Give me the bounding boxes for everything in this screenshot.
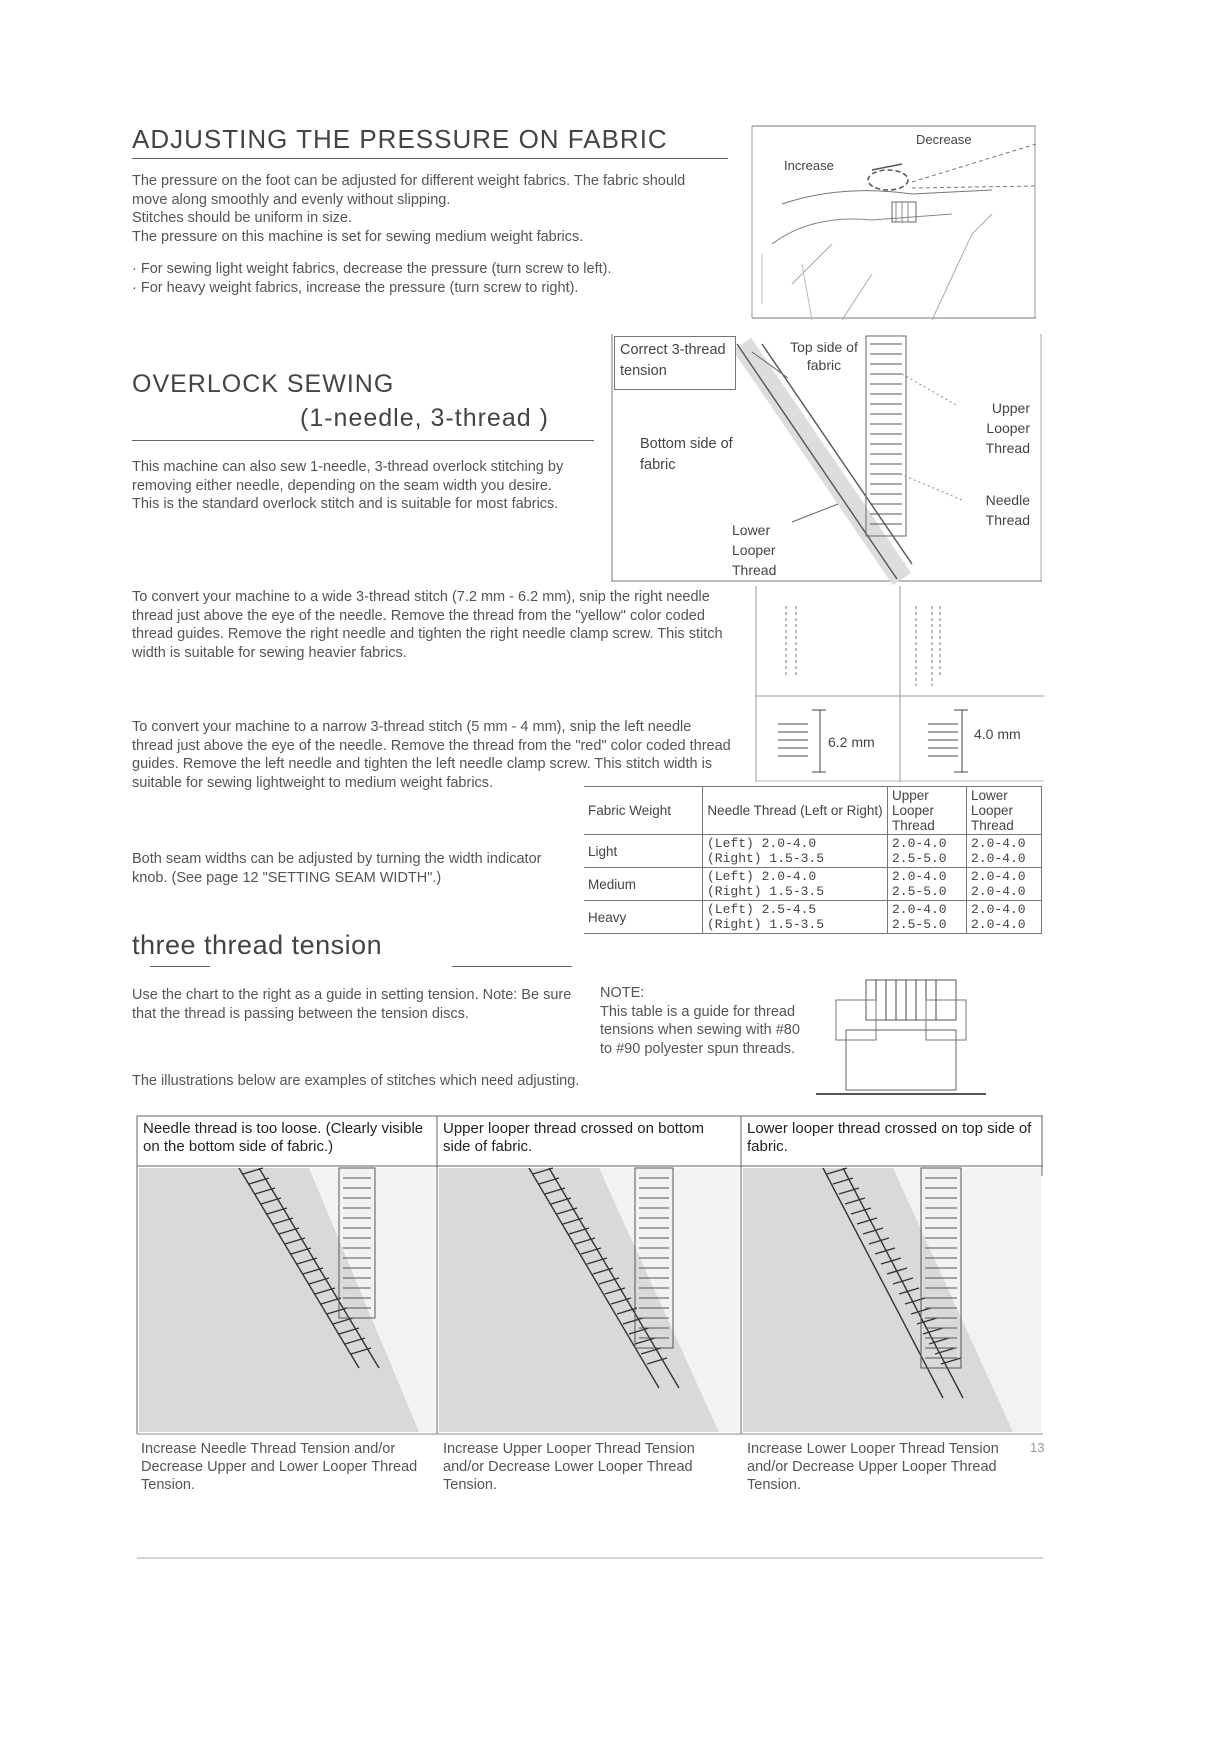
lower-looper-label: Lower Looper Thread (732, 522, 777, 578)
lower-cell (967, 835, 1042, 868)
tension-examples-intro: The illustrations below are examples of stitches which need adjusting. (132, 1073, 580, 1089)
right-label: (Right) (707, 917, 762, 932)
weight-cell: Heavy (584, 901, 703, 934)
pressure-screw-figure (752, 124, 1036, 320)
header-lower-looper: Lower Looper Thread (967, 787, 1042, 835)
lower-right-value: 2.0-4.0 (971, 917, 1026, 932)
overlock-paragraph: This machine can also sew 1-needle, 3-thread overlock stitching by removing either needle, depending on the seam width you desire. (132, 459, 564, 494)
section-title-pressure: ADJUSTING THE PRESSURE ON FABRIC (132, 124, 668, 154)
pressure-paragraph: Stitches should be uniform in size. (132, 210, 353, 226)
section-subtitle-overlock: (1-needle, 3-thread ) (300, 404, 549, 432)
lower-left-value: 2.0-4.0 (971, 869, 1026, 884)
example-fix-2: Increase Upper Looper Thread Tension and/or Decrease Lower Looper Thread Tension. (443, 1441, 695, 1493)
lower-cell (967, 868, 1042, 901)
left-label: (Left) (707, 836, 754, 851)
example-fix-3: Increase Lower Looper Thread Tension and/or Decrease Upper Looper Thread Tension. (747, 1441, 999, 1493)
example-problem-1: Needle thread is too loose. (Clearly visible on the bottom side of fabric.) (143, 1120, 424, 1155)
example-fix-1: Increase Needle Thread Tension and/or Decrease Upper and Lower Looper Thread Tension. (141, 1441, 418, 1493)
presser-foot-illustration (752, 124, 1036, 320)
left-label: (Left) (707, 869, 754, 884)
wide-width-label: 6.2 mm (828, 734, 875, 750)
examples-grid (137, 1116, 1043, 1744)
pressure-paragraph: The pressure on the foot can be adjusted for different weight fabrics. The fabric should move along smoothly and evenly without slipping. (132, 173, 686, 208)
table-row (584, 868, 1042, 901)
weight-cell: Medium (584, 868, 703, 901)
decrease-label: Decrease (916, 132, 972, 147)
pressure-bullet: · For heavy weight fabrics, increase the pressure (turn screw to right). (132, 279, 579, 296)
left-label: (Left) (707, 902, 754, 917)
upper-cell (888, 868, 967, 901)
upper-cell (888, 901, 967, 934)
right-value: 1.5-3.5 (769, 917, 825, 932)
right-label: (Right) (707, 851, 762, 866)
left-value: 2.5-4.5 (761, 902, 817, 917)
tension-dial-illustration (816, 970, 986, 1100)
lower-cell (967, 901, 1042, 934)
upper-left-value: 2.0-4.0 (892, 902, 947, 917)
title-underline (132, 158, 728, 159)
section-title-tension: three thread tension (132, 930, 383, 960)
section-title-overlock: OVERLOCK SEWING (132, 370, 395, 398)
upper-left-value: 2.0-4.0 (892, 836, 947, 851)
seam-width-figure (756, 586, 1044, 782)
tension-chart (584, 786, 1042, 934)
upper-left-value: 2.0-4.0 (892, 869, 947, 884)
note-box (600, 984, 800, 1058)
narrow-width-label: 4.0 mm (974, 726, 1021, 742)
pressure-text (132, 172, 722, 297)
header-needle-thread: Needle Thread (Left or Right) (703, 787, 888, 835)
needle-cell (703, 901, 888, 934)
title-underline (150, 966, 210, 967)
upper-right-value: 2.5-5.0 (892, 884, 947, 899)
pressure-bullet: · For sewing light weight fabrics, decrease the pressure (turn screw to left). (132, 261, 612, 277)
needle-cell (703, 868, 888, 901)
correct-tension-label: Correct 3-thread tension (620, 342, 726, 379)
left-value: 2.0-4.0 (761, 836, 817, 851)
right-value: 1.5-3.5 (769, 851, 825, 866)
example-problem-3: Lower looper thread crossed on top side of fabric. (747, 1120, 1032, 1155)
needle-position-illustration (756, 586, 1044, 782)
note-text: This table is a guide for thread tensions when sewing with #80 to #90 polyester spun threads. (600, 1003, 800, 1057)
header-upper-looper: Upper Looper Thread (888, 787, 967, 835)
table-row (584, 901, 1042, 934)
lower-right-value: 2.0-4.0 (971, 851, 1026, 866)
upper-right-value: 2.5-5.0 (892, 917, 947, 932)
pressure-paragraph: The pressure on this machine is set for sewing medium weight fabrics. (132, 228, 584, 245)
correct-tension-figure (612, 334, 1042, 582)
bottom-side-label: Bottom side of fabric (640, 436, 733, 473)
stitch-loose-needle-illustration (139, 1168, 435, 1432)
overlock-text (132, 458, 602, 524)
lower-left-value: 2.0-4.0 (971, 902, 1026, 917)
page-number: 13 (1030, 1440, 1045, 1455)
table-row (584, 835, 1042, 868)
needle-thread-label: Needle Thread (985, 492, 1030, 528)
weight-cell: Light (584, 835, 703, 868)
lower-right-value: 2.0-4.0 (971, 884, 1026, 899)
increase-label: Increase (784, 158, 834, 173)
header-fabric-weight: Fabric Weight (584, 787, 703, 835)
note-title: NOTE: (600, 985, 645, 1001)
overlock-paragraph: This is the standard overlock stitch and is suitable for most fabrics. (132, 496, 559, 512)
wide-stitch-text: To convert your machine to a wide 3-thread stitch (7.2 mm - 6.2 mm), snip the right needle thread just above the eye of the needle. Remove the thread from the "yellow" color coded thread guides. Remove the right needle and tighten the right needle clamp screw. This stitch width is suitable for sewing heavier fabrics. (132, 589, 723, 661)
upper-looper-label: Upper Looper Thread (985, 400, 1030, 456)
example-problem-2: Upper looper thread crossed on bottom side of fabric. (443, 1120, 704, 1155)
right-value: 1.5-3.5 (769, 884, 825, 899)
upper-cell (888, 835, 967, 868)
tension-guide-text: Use the chart to the right as a guide in setting tension. Note: Be sure that the thread is passing between the tension discs. (132, 987, 572, 1022)
table-header-row (584, 787, 1042, 835)
narrow-stitch-paragraph: To convert your machine to a narrow 3-thread stitch (5 mm - 4 mm), snip the left needle thread just above the eye of the needle. Remove the thread from the "red" color coded thread guides. Remove the left needle and tighten the left needle clamp screw. This stitch width is suitable for sewing lightweight to medium weight fabrics. (132, 719, 731, 791)
lower-left-value: 2.0-4.0 (971, 836, 1026, 851)
upper-right-value: 2.5-5.0 (892, 851, 947, 866)
right-label: (Right) (707, 884, 762, 899)
title-underline (452, 966, 572, 967)
title-underline (132, 440, 594, 441)
seam-width-text: Both seam widths can be adjusted by turning the width indicator knob. (See page 12 "SETTING SEAM WIDTH".) (132, 851, 542, 886)
needle-cell (703, 835, 888, 868)
stitch-lower-looper-illustration (743, 1168, 1041, 1432)
stitch-upper-looper-illustration (439, 1168, 739, 1432)
narrow-stitch-text-a (132, 718, 736, 792)
top-side-label: Top side of fabric (788, 338, 860, 374)
left-value: 2.0-4.0 (761, 869, 817, 884)
